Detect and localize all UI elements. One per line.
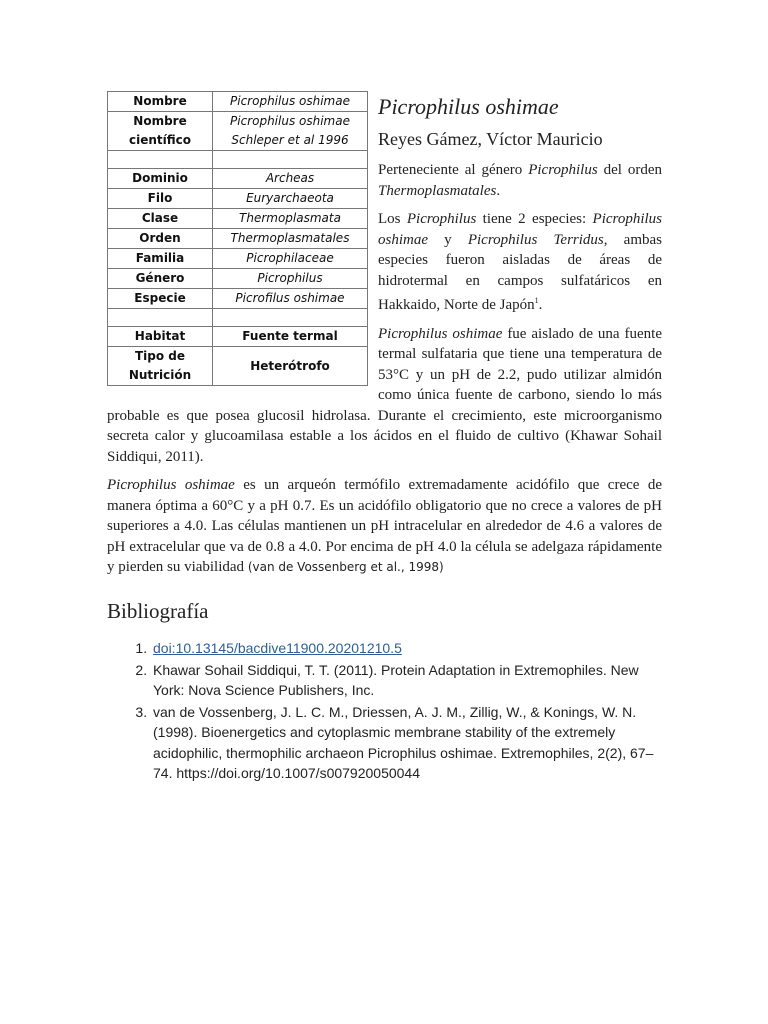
table-value-line: Picrophilus oshimae: [230, 114, 350, 128]
italic-run: Picrophilus: [528, 162, 598, 178]
text-run: y: [428, 231, 468, 248]
text-run: fue aislado de una fuente termal sulfataria que tiene una temperatura de 53°C y un pH de 2.2, pudo utilizar almidón como única fuente de carbono, siendo lo más probable es que posea glucosil hidrolasa. Durante el crecimiento, este microorganismo secreta calor y glucoamilasa estable a los ácidos en el fluido de cultivo (Khawar Sohail Siddiqui, 2011).: [107, 325, 662, 465]
italic-run: Picrophilus oshimae: [378, 325, 503, 342]
table-key: Nombre: [108, 92, 213, 112]
italic-run: Picrophilus oshimae: [378, 211, 662, 248]
table-spacer-row: [108, 309, 368, 327]
table-key: [108, 112, 213, 151]
footnote-ref: 1: [534, 296, 539, 305]
table-key: Clase: [108, 209, 213, 229]
text-run: Los: [378, 211, 407, 227]
bibliography-section: [107, 598, 662, 785]
italic-run: Picrophilus oshimae: [107, 477, 235, 493]
bibliography-list: [107, 638, 662, 784]
table-row: [108, 289, 368, 309]
italic-run: Picrophilus: [406, 211, 477, 227]
table-key: Familia: [108, 249, 213, 269]
text-run: .: [538, 297, 543, 313]
table-row: [108, 269, 368, 289]
table-row: [108, 92, 368, 112]
table-spacer: [108, 309, 213, 327]
table-row: [108, 209, 368, 229]
table-key: Especie: [108, 289, 213, 309]
text-run: tiene 2 especies:: [476, 211, 593, 227]
table-row: [108, 112, 368, 151]
table-key-line: Nombre: [133, 114, 187, 128]
table-value: Picrophilus oshimae: [213, 92, 368, 112]
italic-run: Picrophilus Terridus: [467, 231, 604, 248]
table-value: Heterótrofo: [213, 347, 368, 386]
text-run: es un arqueón termófilo extremadamente acidófilo que crece de manera óptima a 60°C y a pH 0.7. Es un acidófilo obligatorio que no crece a valores de pH superiores a 4.0. Las células mantienen un pH intracelular en alrededor de 4.6 a valores de pH extracelular que va de 0.8 a 4.0. Por encima de pH 4.0 la célula se adelgaza rápidamente y pierden su viabilidad: [107, 477, 662, 575]
table-row: [108, 169, 368, 189]
table-key-line: científico: [128, 133, 191, 147]
doi-link[interactable]: doi:10.13145/bacdive11900.20201210.5: [153, 640, 402, 656]
bibliography-heading: Bibliografía: [107, 599, 209, 623]
table-value: Picrophilus: [213, 269, 368, 289]
citation: (van de Vossenberg et al., 1998): [247, 560, 444, 574]
taxonomy-table: [107, 91, 368, 386]
main-content: [107, 91, 662, 587]
table-key: Dominio: [108, 169, 213, 189]
table-key-line: Nutrición: [128, 368, 192, 382]
table-value: Picrophilaceae: [213, 249, 368, 269]
table-row: [108, 229, 368, 249]
table-key: Filo: [108, 189, 213, 209]
table-spacer-row: [108, 151, 368, 169]
table-spacer: [108, 151, 213, 169]
table-row: [108, 249, 368, 269]
table-value: Thermoplasmatales: [213, 229, 368, 249]
table-key: Orden: [108, 229, 213, 249]
table-value: Archeas: [213, 169, 368, 189]
text-run: .: [496, 182, 501, 199]
table-key: Género: [108, 269, 213, 289]
table-value-line: Schleper et al 1996: [231, 133, 349, 147]
table-value: Fuente termal: [213, 327, 368, 347]
table-row: [108, 347, 368, 386]
table-spacer: [213, 151, 368, 169]
text-run: , ambas especies fueron aisladas de áreas de hidrotermal en campos sulfatáricos en Hakkaido, Norte de Japón: [378, 231, 663, 313]
author-name: Reyes Gámez, Víctor Mauricio: [378, 129, 603, 149]
paragraph-physiology: [107, 475, 662, 578]
table-key-line: Tipo de: [134, 349, 186, 363]
document-title: Picrophilus oshimae: [378, 94, 559, 119]
italic-run: Thermoplasmatales: [378, 182, 497, 199]
table-value: Euryarchaeota: [213, 189, 368, 209]
table-key: Habitat: [108, 327, 213, 347]
bibliography-item: 3. van de Vossenberg, J. L. C. M., Driessen, A. J. M., Zillig, W., & Konings, W. N. (1998). Bioenergetics and cytoplasmic membrane stability of the extremely acidophilic, thermophilic archaeon Picrophilus oshimae. Extremophiles, 2(2), 67–74. https://doi.org/10.1007/s007920050044: [151, 702, 662, 784]
text-run: Perteneciente al género: [378, 162, 529, 178]
table-spacer: [213, 309, 368, 327]
table-value: [213, 112, 368, 151]
bibliography-item: 2. Khawar Sohail Siddiqui, T. T. (2011). Protein Adaptation in Extremophiles. New York: Nova Science Publishers, Inc.: [151, 660, 662, 701]
bibliography-item: [151, 638, 662, 659]
table-key: [108, 347, 213, 386]
table-value: Picrofilus oshimae: [213, 289, 368, 309]
table-value: Thermoplasmata: [213, 209, 368, 229]
table-row: [108, 189, 368, 209]
text-run: del orden: [597, 162, 663, 178]
table-row: [108, 327, 368, 347]
